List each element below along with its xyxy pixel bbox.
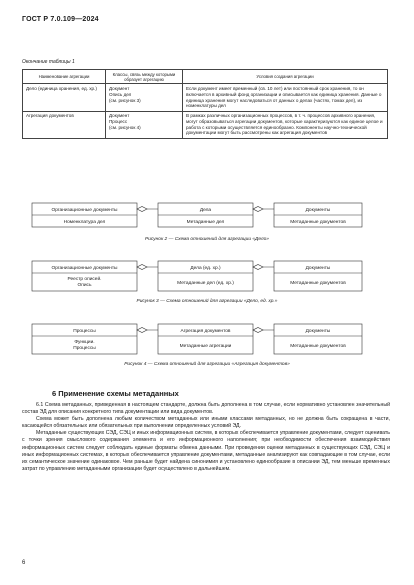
column-header-classes: Классы, связь между которыми образует агрегацию <box>106 70 183 84</box>
class-line: (см. рисунок 4) <box>109 124 141 130</box>
figure-4-diagram <box>0 320 414 364</box>
paragraph: Метаданные существующих СЭД, СЭЦ и иных информационных систем, в которых обеспечивается управление документами, следует оценивать с точки зрения смыслового содержания элемента и его информационного наполнения; при необходимости обеспечения взаимодействия информационных систем следует соблюдать единые форматы обмена данными. При проведении оценки метаданных в существующих СЭД, СЭЦ и иных информационных системах, в которых обеспечивается управление документами, метаданные анализируют как совпадающие в том случае, если их семантическое значение одинаковое. Чем раньше будет найдена синонимия и установлено единообразие в описании ЭД, тем меньше временных затрат по управлению метаданными организации будет осуществлено в дальнейшем. <box>22 430 390 472</box>
aggregation-diamond-icon <box>253 207 263 212</box>
box-body: Метаданные агрегации <box>179 344 232 349</box>
metadata-aggregation-table <box>22 69 388 139</box>
class-line: Документ <box>109 113 130 119</box>
section-body <box>22 402 390 473</box>
box-body: Метаданные дел (ед. хр.) <box>177 281 234 286</box>
figure-4-caption: Рисунок 4 — Схема отношений для агрегации «Агрегация документов» <box>124 362 290 367</box>
box-body: Метаданные дел <box>186 220 225 225</box>
figure-3-diagram <box>0 257 414 301</box>
box-title: Дела <box>199 208 212 213</box>
box-body: Реестр описей. <box>67 277 102 282</box>
section-title: 6 Применение схемы метаданных <box>52 389 179 398</box>
class-line: Процесс <box>109 118 128 124</box>
box-body: Метаданные документов <box>290 220 346 225</box>
box-title: Документы <box>305 208 331 213</box>
box-body: Процессы <box>73 346 96 351</box>
table-cell-conditions: В рамках различных организационных процессов, в т. ч. процессов архивного хранения, могут образовываться агрегации документов, которые характеризуются как единое целое и работа с которыми осуществляется единообразно. Компоненты научно-технической документации могут быть рассмотрены как агрегация документов <box>183 111 388 138</box>
table-row <box>23 84 388 111</box>
box-title: Организационные документы <box>51 208 118 213</box>
paragraph: 6.1 Схема метаданных, приведенная в настоящем стандарте, должна быть дополнена в том случае, если нормативно установлен значительный состав ЭД для описания конкретного типа документации или вида документов. <box>22 402 390 416</box>
aggregation-diamond-icon <box>137 265 147 270</box>
table-row <box>23 111 388 138</box>
column-header-aggregation-name: Наименование агрегации <box>23 70 106 84</box>
box-title: Документы <box>305 329 331 334</box>
paragraph: Схема может быть дополнена любым количеством метаданных или иными классами метаданных, но не должна быть сокращена в части, касающейся обязательных или обязательных при выполнении определенных условий ЭД. <box>22 416 390 430</box>
table-cell-classes <box>106 111 183 138</box>
box-title: Документы <box>305 266 331 271</box>
table-header-row <box>23 70 388 84</box>
box-body: Номенклатура дел <box>63 220 106 225</box>
aggregation-diamond-icon <box>137 328 147 333</box>
table-cell-classes <box>106 84 183 111</box>
table-cell-conditions: Если документ имеет временный (св. 10 лет) или постоянный срок хранения, то он включается в архивный фонд организации и описывается как единица хранения. Данные о единица хранения могут наследоваться от данных о делах (частях, томах дел), из номенклатуры дел <box>183 84 388 111</box>
box-body: Метаданные документов <box>290 281 346 286</box>
table-caption: Окончание таблицы 1 <box>22 59 75 65</box>
aggregation-diamond-icon <box>137 207 147 212</box>
table-cell-name: Агрегация документов <box>23 111 106 138</box>
box-title: Агрегация документов <box>180 329 231 334</box>
page-number: 6 <box>22 560 26 566</box>
aggregation-diamond-icon <box>253 265 263 270</box>
class-line: Опись дел <box>109 91 132 97</box>
box-body: Функции. <box>74 340 95 345</box>
page-header: ГОСТ Р 7.0.109—2024 <box>22 16 99 23</box>
class-line: Документ <box>109 85 130 91</box>
figure-2-caption: Рисунок 2 — Схема отношений для агрегации «Дело» <box>145 237 269 242</box>
box-body: Метаданные документов <box>290 344 346 349</box>
table-cell-name: Дело (единица хранения, ед. хр.) <box>23 84 106 111</box>
figure-3-caption: Рисунок 3 — Схема отношений для агрегации «Дело, ед. хр.» <box>136 299 278 304</box>
box-title: Организационные документы <box>51 266 118 271</box>
aggregation-diamond-icon <box>253 328 263 333</box>
class-line: (см. рисунок 3) <box>109 97 141 103</box>
box-title: Дела (ед. хр.) <box>190 266 221 271</box>
box-title: Процессы <box>73 329 96 334</box>
figure-2-diagram <box>0 199 414 239</box>
box-body: Опись <box>77 283 92 288</box>
column-header-conditions: Условия создания агрегации <box>183 70 388 84</box>
